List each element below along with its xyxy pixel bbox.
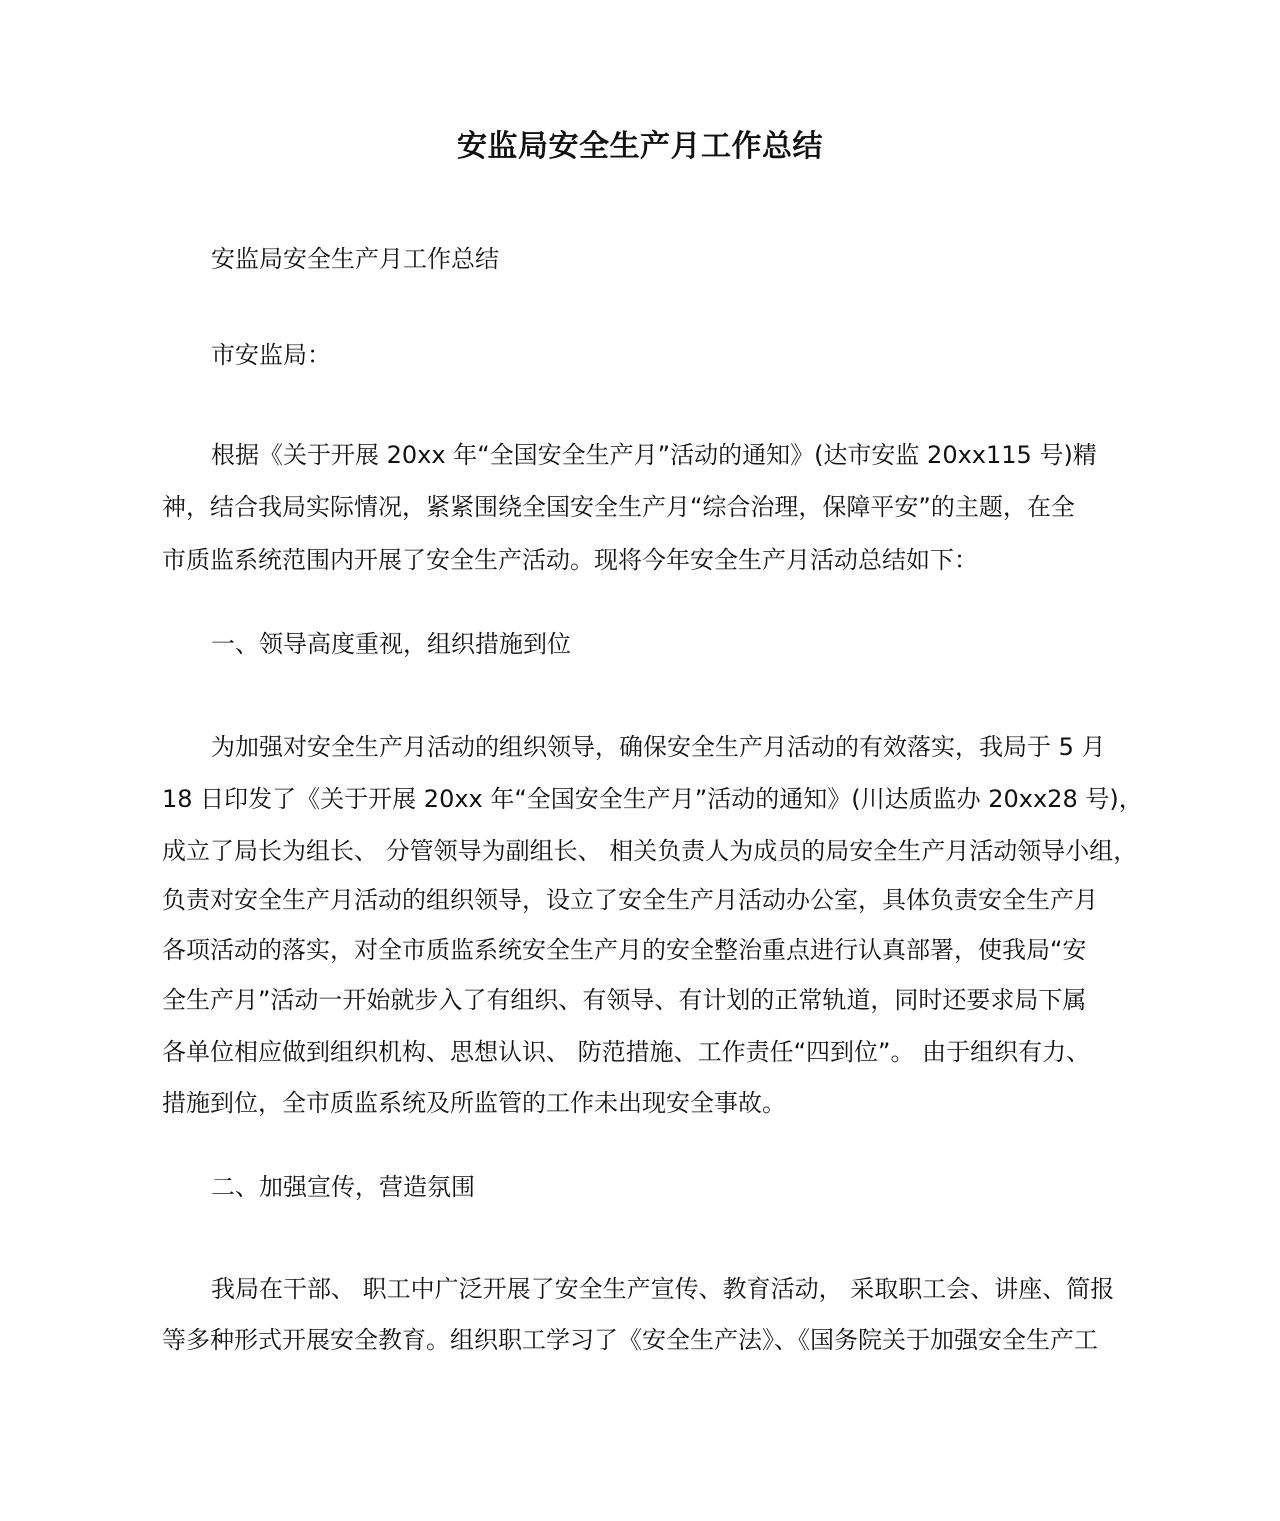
section2-line: 我局在干部、 职工中广泛开展了安全生产宣传、教育活动， 采取职工会、讲座、简报 <box>211 1275 1115 1303</box>
section1-line: 各单位相应做到组织机构、思想认识、 防范措施、工作责任“四到位”。 由于组织有力、 <box>162 1038 1091 1066</box>
document-subtitle: 安监局安全生产月工作总结 <box>211 245 499 273</box>
section-heading-1: 一、领导高度重视，组织措施到位 <box>211 630 571 658</box>
section1-line: 全生产月”活动一开始就步入了有组织、有领导、有计划的正常轨道，同时还要求局下属 <box>162 986 1087 1014</box>
section2-line: 等多种形式开展安全教育。组织职工学习了《安全生产法》、《国务院关于加强安全生产工 <box>162 1326 1098 1354</box>
section-heading-2: 二、加强宣传，营造氛围 <box>211 1173 475 1201</box>
section1-line: 负责对安全生产月活动的组织领导，设立了安全生产月活动办公室，具体负责安全生产月 <box>162 886 1098 914</box>
intro-line: 市质监系统范围内开展了安全生产活动。现将今年安全生产月活动总结如下： <box>162 546 978 574</box>
section1-line: 成立了局长为组长、 分管领导为副组长、 相关负责人为成员的局安全生产月活动领导小组， <box>162 837 1138 865</box>
section1-line: 为加强对安全生产月活动的组织领导，确保安全生产月活动的有效落实，我局于 5 月 <box>211 733 1106 761</box>
section1-line: 措施到位，全市质监系统及所监管的工作未出现安全事故。 <box>162 1089 786 1117</box>
section1-line: 各项活动的落实，对全市质监系统安全生产月的安全整治重点进行认真部署，使我局“安 <box>162 936 1087 964</box>
intro-line: 神，结合我局实际情况，紧紧围绕全国安全生产月“综合治理，保障平安”的主题，在全 <box>162 493 1075 521</box>
intro-line: 根据《关于开展 20xx 年“全国安全生产月”活动的通知》(达市安监 20xx115 号)精 <box>211 441 1097 469</box>
salutation: 市安监局： <box>211 341 331 369</box>
document-title: 安监局安全生产月工作总结 <box>457 129 823 164</box>
section1-line: 18 日印发了《关于开展 20xx 年“全国安全生产月”活动的通知》(川达质监办 20xx28 号)， <box>162 785 1143 813</box>
